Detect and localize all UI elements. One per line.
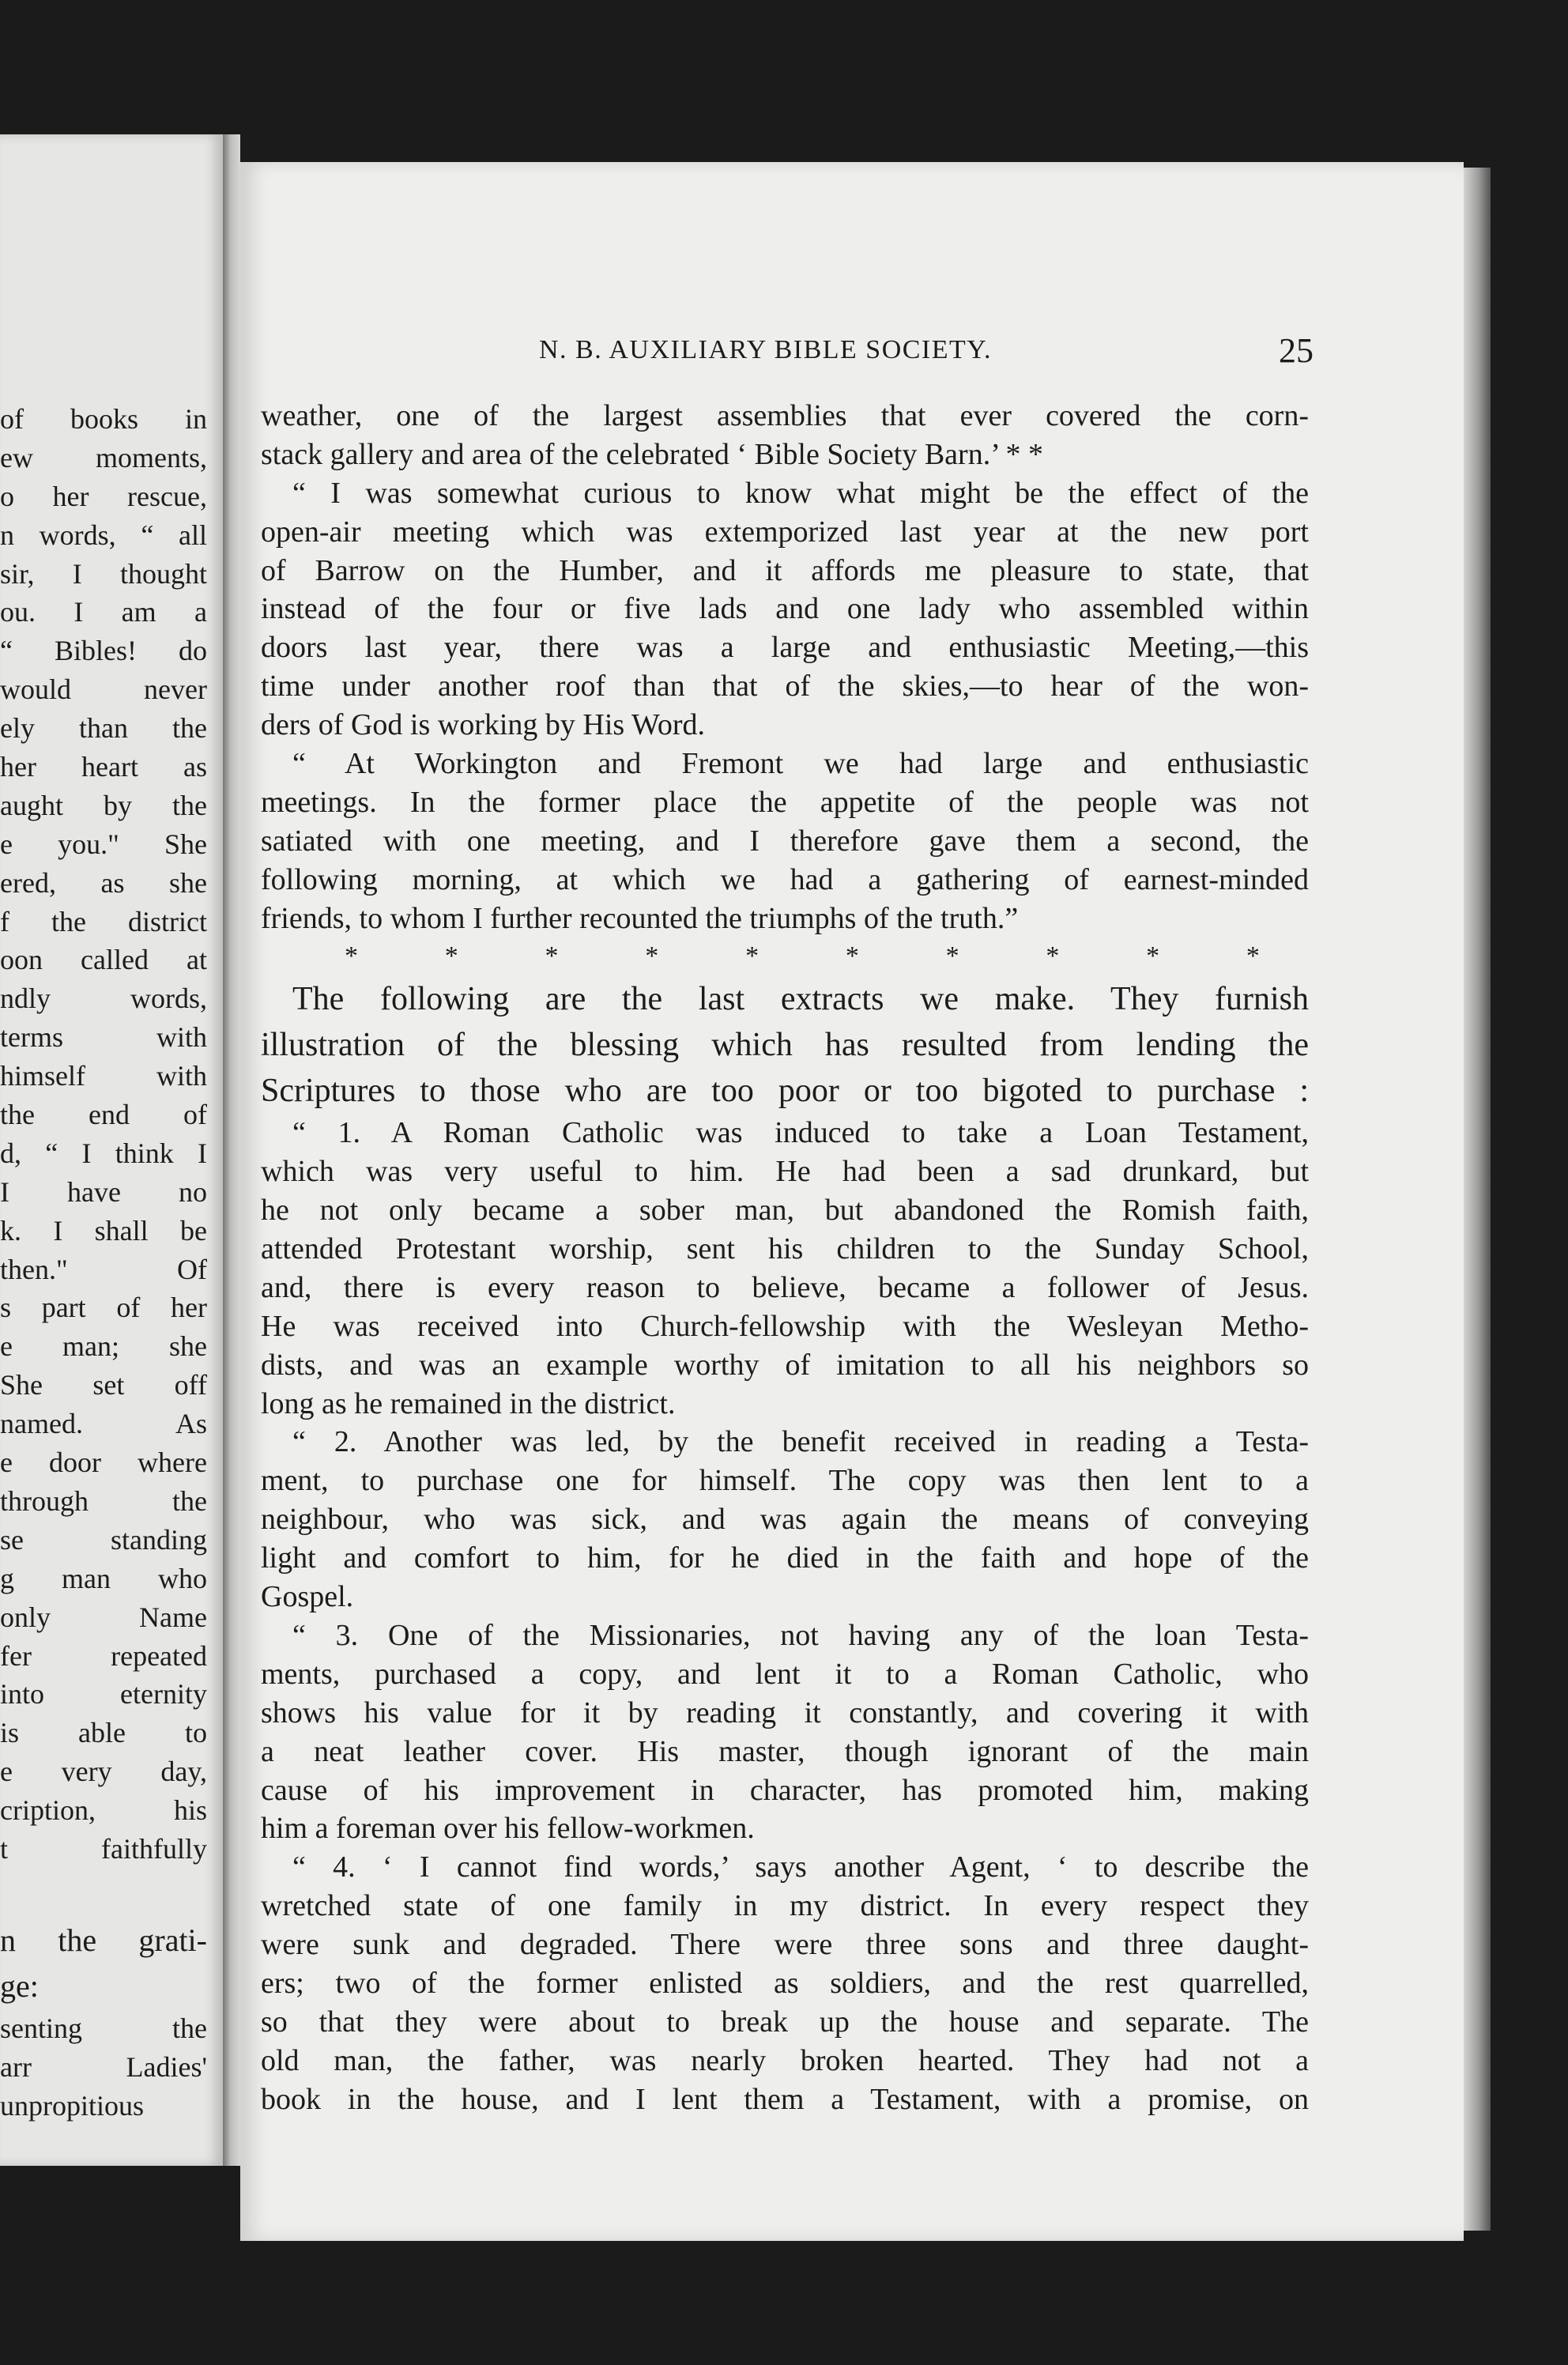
extract-3: [261, 1616, 1309, 1848]
text-line: cause of his improvement in character, has promoted him, making: [261, 1773, 1309, 1807]
left-line: through the: [0, 1484, 207, 1517]
text-line: him a foreman over his fellow-workmen.: [261, 1812, 755, 1846]
left-line: himself with: [0, 1060, 207, 1092]
text-line: illustration of the blessing which has resulted from lending the: [261, 1027, 1309, 1064]
text-line: “ I was somewhat curious to know what might be the effect of the: [292, 476, 1309, 510]
asterisk: *: [745, 941, 760, 971]
left-line: n the grati-: [0, 1922, 207, 1958]
text-line: “ At Workington and Fremont we had large and enthusiastic: [292, 747, 1309, 781]
left-line: e door where: [0, 1447, 207, 1479]
paragraph: [261, 474, 1309, 745]
left-line: sir, I thought: [0, 557, 207, 590]
left-line: e very day,: [0, 1756, 207, 1788]
left-line: the end of: [0, 1099, 207, 1131]
asterisk: *: [645, 941, 659, 971]
left-line: ered, as she: [0, 866, 207, 899]
text-line: old man, the father, was nearly broken hearted. They had not a: [261, 2043, 1309, 2077]
left-line: would never: [0, 673, 207, 706]
left-line: of books in: [0, 403, 207, 435]
text-line: satiated with one meeting, and I therefore gave them a second, the: [261, 824, 1309, 858]
left-line: e man; she: [0, 1330, 207, 1363]
running-head: N. B. AUXILIARY BIBLE SOCIETY.: [539, 335, 992, 364]
left-line: d, “ I think I: [0, 1137, 207, 1169]
text-line: friends, to whom I further recounted the triumphs of the truth.”: [261, 901, 1019, 935]
left-line: named. As: [0, 1408, 207, 1440]
left-line: her heart as: [0, 751, 207, 783]
section-break-asterisks: [261, 937, 1309, 976]
text-line: “ 2. Another was led, by the benefit received in reading a Testa-: [292, 1425, 1309, 1459]
text-line: He was received into Church-fellowship with the Wesleyan Metho-: [261, 1309, 1309, 1343]
left-line: ndly words,: [0, 983, 207, 1015]
left-line: then." Of: [0, 1253, 207, 1285]
text-line: Scriptures to those who are too poor or too bigoted to purchase :: [261, 1073, 1309, 1110]
left-line: ge:: [0, 1967, 39, 2004]
text-line: ers; two of the former enlisted as soldiers, and the rest quarrelled,: [261, 1966, 1309, 2000]
left-line: terms with: [0, 1021, 207, 1054]
left-line: senting the: [0, 2012, 207, 2044]
text-line: doors last year, there was a large and enthusiastic Meeting,—this: [261, 631, 1309, 665]
text-line: light and comfort to him, for he died in the faith and hope of the: [261, 1541, 1309, 1575]
text-line: meetings. In the former place the appetite of the people was not: [261, 785, 1309, 819]
left-line: She set off: [0, 1369, 207, 1401]
page-number: 25: [1279, 331, 1314, 370]
asterisk: *: [444, 941, 458, 971]
left-line: f the district: [0, 905, 207, 937]
left-page: [0, 134, 223, 2166]
text-line: neighbour, who was sick, and was again the means of conveying: [261, 1503, 1309, 1537]
text-line: and, there is every reason to believe, became a follower of Jesus.: [261, 1270, 1309, 1304]
left-line: only Name: [0, 1601, 207, 1633]
left-line: o her rescue,: [0, 480, 207, 512]
extract-2: [261, 1423, 1309, 1616]
left-line: t faithfully: [0, 1832, 207, 1865]
text-line: open-air meeting which was extemporized last year at the new port: [261, 515, 1309, 549]
text-line: long as he remained in the district.: [261, 1386, 676, 1420]
text-line: book in the house, and I lent them a Testament, with a promise, on: [261, 2082, 1309, 2116]
text-line: attended Protestant worship, sent his children to the Sunday School,: [261, 1232, 1309, 1266]
paragraph: [261, 745, 1309, 937]
text-line: “ 3. One of the Missionaries, not having any of the loan Testa-: [292, 1618, 1309, 1652]
asterisk: *: [1146, 941, 1160, 971]
text-line: shows his value for it by reading it constantly, and covering it with: [261, 1695, 1309, 1729]
asterisk: *: [1246, 941, 1260, 971]
text-line: ments, purchased a copy, and lent it to a Roman Catholic, who: [261, 1657, 1309, 1691]
left-line: ely than the: [0, 712, 207, 745]
text-line: of Barrow on the Humber, and it affords me pleasure to state, that: [261, 553, 1309, 587]
text-line: he not only became a sober man, but abandoned the Romish faith,: [261, 1194, 1309, 1228]
text-line: “ 4. ‘ I cannot find words,’ says another Agent, ‘ to describe the: [292, 1850, 1309, 1884]
left-line: se standing: [0, 1523, 207, 1556]
asterisk: *: [945, 941, 959, 971]
text-line: stack gallery and area of the celebrated ‘ Bible Society Barn.’ * *: [261, 437, 1044, 471]
left-line: unpropitious: [0, 2089, 145, 2122]
text-line: “ 1. A Roman Catholic was induced to take a Loan Testament,: [292, 1116, 1309, 1150]
asterisk: *: [845, 941, 859, 971]
text-line: following morning, at which we had a gathering of earnest-minded: [261, 862, 1309, 896]
left-line: arr Ladies': [0, 2050, 207, 2083]
left-page-lower-text: [0, 1918, 207, 2125]
left-line: ew moments,: [0, 441, 207, 473]
text-line: ders of God is working by His Word.: [261, 708, 705, 742]
left-line: I have no: [0, 1175, 207, 1208]
book-spine: [223, 134, 240, 2166]
left-line: oon called at: [0, 944, 207, 976]
text-line: weather, one of the largest assemblies that ever covered the corn-: [261, 399, 1309, 432]
text-line: which was very useful to him. He had been a sad drunkard, but: [261, 1155, 1309, 1189]
text-line: time under another roof than that of the skies,—to hear of the won-: [261, 670, 1309, 703]
text-line: were sunk and degraded. There were three sons and three daught-: [261, 1928, 1309, 1962]
text-line: instead of the four or five lads and one lady who assembled within: [261, 592, 1309, 626]
text-line: wretched state of one family in my district. In every respect they: [261, 1889, 1309, 1923]
left-line: “ Bibles! do: [0, 635, 207, 667]
left-line: s part of her: [0, 1292, 207, 1324]
asterisk: *: [545, 941, 559, 971]
left-line: ou. I am a: [0, 596, 207, 628]
left-line: k. I shall be: [0, 1214, 207, 1247]
left-line: is able to: [0, 1717, 207, 1749]
text-line: a neat leather cover. His master, though ignorant of the main: [261, 1734, 1309, 1768]
paragraph: [261, 397, 1309, 474]
left-line: cription, his: [0, 1794, 207, 1827]
left-page-text: [0, 400, 207, 2125]
left-line: aught by the: [0, 789, 207, 821]
intro-paragraph: [261, 976, 1309, 1114]
extract-1: [261, 1114, 1309, 1423]
left-line: fer repeated: [0, 1639, 207, 1672]
text-line: ment, to purchase one for himself. The copy was then lent to a: [261, 1464, 1309, 1498]
page-body: [261, 397, 1309, 2119]
text-line: The following are the last extracts we make. They furnish: [292, 981, 1309, 1018]
asterisk: *: [1046, 941, 1060, 971]
left-line: n words, “ all: [0, 519, 207, 551]
extract-4: [261, 1848, 1309, 2118]
asterisk: *: [345, 941, 358, 971]
page-edge: [1464, 168, 1491, 2231]
text-line: Gospel.: [261, 1580, 354, 1614]
left-line: g man who: [0, 1562, 207, 1594]
left-line: e you." She: [0, 828, 207, 860]
page-header: [240, 330, 1464, 378]
text-line: so that they were about to break up the house and separate. The: [261, 2005, 1309, 2039]
left-line: into eternity: [0, 1678, 207, 1711]
text-line: dists, and was an example worthy of imitation to all his neighbors so: [261, 1348, 1309, 1382]
